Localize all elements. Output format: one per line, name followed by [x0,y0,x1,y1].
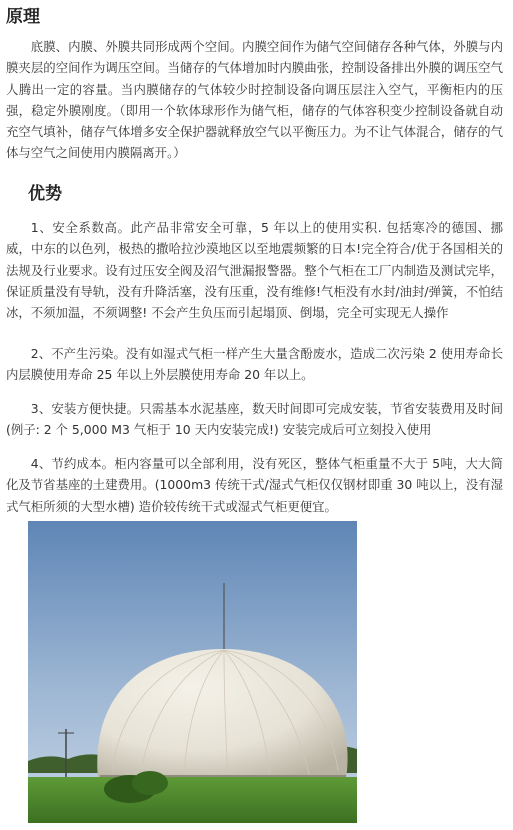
advantage-item-safety: 1、安全系数高。此产品非常安全可靠，5 年以上的使用实积. 包括寒冷的德国、挪威，中东的以色列，极热的撒哈拉沙漠地区以至地震频繁的日本!完全符合/优于各国相关的法规及行业要求。设有过压安全阀及沼气泄漏报警器。整个气柜在工厂内制造及测试完毕，保证质量没有导轨，没有升降活塞，没有压重，没有维修!气柜没有水封/油封/弹簧，不怕结冰，不须加温，不须调整! 不会产生负压而引起塌顶、倒塌，完全可实现无人操作 [6,220,503,321]
advantage-item-no-pollution: 2、不产生污染。没有如湿式气柜一样产生大量含酚废水，造成二次污染 2 使用寿命长 内层膜使用寿命 25 年以上外层膜使用寿命 20 年以上。 [6,346,503,383]
advantage-item-cost: 4、节约成本。柜内容量可以全部利用，没有死区，整体气柜重量不大于 5吨，大大简化及节省基座的土建费用。(1000m3 传统干式/湿式气柜仅仅钢材即重 30 吨以上，没有湿式气柜所须的大型水槽) 造价较传统干式或湿式气柜更便宜。 [6,456,503,514]
section-heading-advantages: 优势 [28,184,62,204]
section-heading-principle: 原理 [6,7,40,27]
advantage-item-installation: 3、安装方便快捷。只需基本水泥基座，数天时间即可完成安装，节省安装费用及时间(例子: 2 个 5,000 M3 气柜于 10 天内安装完成!) 安装完成后可立刻投入使用 [6,401,503,438]
gas-holder-photo [28,521,357,823]
principle-paragraph: 底膜、内膜、外膜共同形成两个空间。内膜空间作为储气空间储存各种气体，外膜与内膜夹层的空间作为调压空间。当储存的气体增加时内膜曲张，控制设备排出外膜的调压空气人腾出一定的容量。当内膜储存的气体较少时控制设备向调压层注入空气，平衡柜内的压强，稳定外膜刚度。（即用一个软体球形作为储气柜，储存的气体容积变少控制设备就自动充空气填补，储存气体增多安全保护器就释放空气以平衡压力。为不让气体混合，储存的气体与空气之间使用内膜隔离开。） [6,39,503,161]
